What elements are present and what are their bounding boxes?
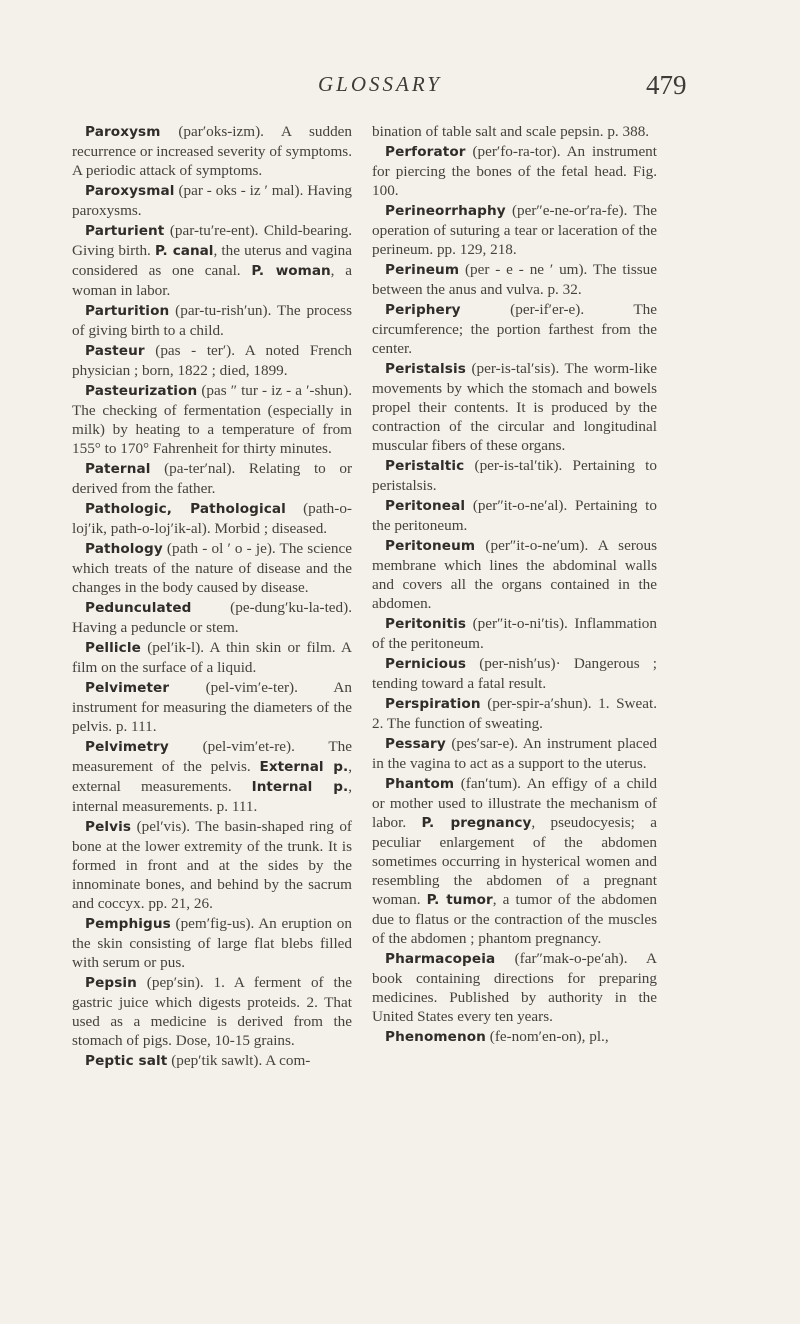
- entry-definition: (per - e - ne ′ um). The tissue between the anus and vulva. p. 32.: [372, 261, 657, 298]
- entry-definition: (fan′tum). An effigy of a child or mother used to illustrate the mechanism of labor.: [372, 775, 657, 831]
- entry-definition: (pas - ter′). A noted French physician ; born, 1822 ; died, 1899.: [72, 342, 352, 379]
- entry-headword: Perineum: [385, 262, 460, 278]
- glossary-entry-pharmacopeia: [372, 949, 657, 1026]
- running-head: GLOSSARY: [318, 72, 442, 96]
- entry-headword: Peritoneal: [385, 498, 466, 514]
- entry-headword: Peritoneum: [385, 538, 476, 554]
- entry-definition: (per′fo-ra-tor). An instrument for piercing the bones of the fetal head. Fig. 100.: [372, 143, 657, 199]
- entry-headword: Pellicle: [85, 640, 141, 656]
- entry-definition: (per-spir-a′shun). 1. Sweat. 2. The function of sweating.: [372, 695, 657, 732]
- entry-definition: (per-is-tal′tik). Pertaining to peristalsis.: [372, 457, 657, 494]
- glossary-entry-peritoneum: [372, 536, 657, 613]
- entry-definition: , external measurements.: [72, 758, 352, 795]
- entry-headword: Peptic salt: [85, 1053, 168, 1069]
- right-column: [372, 122, 657, 1272]
- entry-definition: (per-if′er-e). The circumference; the portion farthest from the center.: [372, 301, 657, 357]
- entry-definition: (pa-ter′nal). Relating to or derived from the father.: [72, 460, 352, 497]
- entry-headword: Pathologic, Pathological: [85, 501, 286, 517]
- entry-headword: Pelvimeter: [85, 680, 170, 696]
- entry-headword: Peritonitis: [385, 616, 467, 632]
- entry-headword: Parturition: [85, 303, 170, 319]
- entry-subterm: External p.: [259, 759, 349, 775]
- glossary-entry-paroxysm: [72, 122, 352, 180]
- glossary-entry-pessary: [372, 734, 657, 773]
- entry-subterm: P. pregnancy: [421, 815, 532, 831]
- entry-headword: Perforator: [385, 144, 466, 160]
- entry-headword: Perineorrhaphy: [385, 203, 506, 219]
- glossary-entry-pedunculated: [72, 598, 352, 637]
- entry-definition: (par-tu′re-ent). Child-bearing. Giving birth.: [72, 222, 352, 259]
- entry-headword: Pasteur: [85, 343, 145, 359]
- entry-headword: Pathology: [85, 541, 163, 557]
- glossary-entry-peritoneal: [372, 496, 657, 535]
- entry-definition: (per″it-o-ne′al). Pertaining to the peritoneum.: [372, 497, 657, 534]
- glossary-entry-paternal: [72, 459, 352, 498]
- entry-headword: Peristaltic: [385, 458, 465, 474]
- left-column: [72, 122, 352, 1272]
- entry-headword: Paroxysm: [85, 124, 161, 140]
- entry-headword: Pharmacopeia: [385, 951, 496, 967]
- glossary-entry-pelvimetry: [72, 737, 352, 816]
- glossary-entry-peptic-salt: [72, 1051, 352, 1071]
- entry-definition: (fe-nom′en-on), pl.,: [485, 1028, 609, 1045]
- entry-definition: (pep′sin). 1. A ferment of the gastric juice which digests proteids. 2. That used as a medicine is derived from the stomach of pigs. Dose, 10-15 grains.: [72, 974, 352, 1049]
- glossary-entry-pathologic: [72, 499, 352, 538]
- entry-definition: bination of table salt and scale pepsin. p. 388.: [372, 123, 650, 140]
- glossary-entry-peritonitis: [372, 614, 657, 653]
- entry-headword: Periphery: [385, 302, 461, 318]
- glossary-entry-pelvimeter: [72, 678, 352, 736]
- entry-definition: (far″mak-o-pe′ah). A book containing directions for preparing medicines. Published by authority in the United States every ten years.: [372, 950, 657, 1025]
- glossary-entry-pasteur: [72, 341, 352, 380]
- glossary-entry-perforator: [372, 142, 657, 200]
- entry-definition: , the uterus and vagina considered as one canal.: [72, 242, 352, 279]
- glossary-entry-perineum: [372, 260, 657, 299]
- entry-subterm: P. canal: [155, 243, 214, 259]
- entry-headword: Paroxysmal: [85, 183, 175, 199]
- glossary-entry-perspiration: [372, 694, 657, 733]
- glossary-entry-pepsin: [72, 973, 352, 1050]
- glossary-entry-parturient: [72, 221, 352, 300]
- entry-headword: Pernicious: [385, 656, 467, 672]
- entry-definition: (path-o-loj′ik, path-o-loj′ik-al). Morbid ; diseased.: [72, 500, 352, 537]
- entry-definition: (pel′vis). The basin-shaped ring of bone at the lower extremity of the trunk. It is formed in front and at the sides by the innominate bones, and behind by the sacrum and coccyx. pp. 21, 26.: [72, 818, 352, 912]
- glossary-entry-parturition: [72, 301, 352, 340]
- entry-definition: (par-tu-rish′un). The process of giving birth to a child.: [72, 302, 352, 339]
- entry-definition: (pel′ik-l). A thin skin or film. A film on the surface of a liquid.: [72, 639, 352, 676]
- entry-definition: (per-nish′us)· Dangerous ; tending toward a fatal result.: [372, 655, 657, 692]
- entry-definition: , a woman in labor.: [72, 262, 352, 299]
- entry-headword: Pemphigus: [85, 916, 171, 932]
- entry-definition: (pel-vim′et-re). The measurement of the pelvis.: [72, 738, 352, 775]
- entry-headword: Phantom: [385, 776, 455, 792]
- entry-headword: Pasteurization: [85, 383, 198, 399]
- entry-definition: (pas ″ tur - iz - a ′-shun). The checking of fermentation (especially in milk) by heating to a temperature of from 155° to 170° Fahrenheit for thirty minutes.: [72, 382, 352, 457]
- glossary-entry-phenomenon: [372, 1027, 657, 1047]
- glossary-entry-pathology: [72, 539, 352, 597]
- entry-definition: (par - oks - iz ′ mal). Having paroxysms.: [72, 182, 352, 219]
- entry-headword: Pelvimetry: [85, 739, 169, 755]
- entry-definition: , internal measurements. p. 111.: [72, 778, 352, 815]
- entry-headword: Paternal: [85, 461, 151, 477]
- glossary-entry-pernicious: [372, 654, 657, 693]
- glossary-entry-peristalsis: [372, 359, 657, 455]
- entry-definition: , pseudocyesis; a peculiar enlargement of the abdomen sometimes occurring in hysterical women and resembling the abdomen of a pregnant woman.: [372, 814, 657, 908]
- entry-headword: Pepsin: [85, 975, 137, 991]
- page-number: 479: [646, 70, 687, 100]
- glossary-entry-pellicle: [72, 638, 352, 677]
- glossary-entry-peptic-salt-cont: [372, 122, 657, 141]
- entry-definition: (per″it-o-ni′tis). Inflammation of the peritoneum.: [372, 615, 657, 652]
- entry-headword: Perspiration: [385, 696, 481, 712]
- glossary-entry-periphery: [372, 300, 657, 358]
- glossary-entry-pasteurization: [72, 381, 352, 458]
- entry-definition: (par′oks-izm). A sudden recurrence or increased severity of symptoms. A periodic attack of symptoms.: [72, 123, 352, 179]
- entry-headword: Peristalsis: [385, 361, 466, 377]
- entry-definition: (pe-dung′ku-la-ted). Having a peduncle or stem.: [72, 599, 352, 636]
- entry-definition: (path - ol ′ o - je). The science which treats of the nature of disease and the changes in the body caused by disease.: [72, 540, 352, 596]
- entry-definition: (per-is-tal′sis). The worm-like movements by which the stomach and bowels propel their contents. It is produced by the contraction of the circular and longitudinal muscular fibers of these organs.: [372, 360, 657, 454]
- entry-headword: Parturient: [85, 223, 165, 239]
- entry-headword: Pessary: [385, 736, 446, 752]
- entry-subterm: P. tumor: [426, 892, 493, 908]
- entry-definition: (pes′sar-e). An instrument placed in the vagina to act as a support to the uterus.: [372, 735, 657, 772]
- entry-headword: Pelvis: [85, 819, 132, 835]
- entry-definition: (pem′fig-us). An eruption on the skin consisting of large flat blebs filled with serum or pus.: [72, 915, 352, 971]
- entry-subterm: Internal p.: [251, 779, 349, 795]
- entry-definition: , a tumor of the abdomen due to flatus or the contraction of the muscles of the abdomen ; phantom pregnancy.: [372, 891, 657, 947]
- entry-headword: Pedunculated: [85, 600, 192, 616]
- entry-definition: (per″it-o-ne′um). A serous membrane which lines the abdominal walls and covers all the organs contained in the abdomen.: [372, 537, 657, 612]
- glossary-entry-paroxysmal: [72, 181, 352, 220]
- entry-definition: (pep′tik sawlt). A com-: [167, 1052, 311, 1069]
- entry-definition: (per″e-ne-or′ra-fe). The operation of suturing a tear or laceration of the perineum. pp. 129, 218.: [372, 202, 657, 258]
- glossary-entry-pelvis: [72, 817, 352, 913]
- glossary-entry-peristaltic: [372, 456, 657, 495]
- glossary-entry-phantom: [372, 774, 657, 948]
- entry-definition: (pel-vim′e-ter). An instrument for measuring the diameters of the pelvis. p. 111.: [72, 679, 352, 735]
- entry-subterm: P. woman: [251, 263, 331, 279]
- glossary-entry-pemphigus: [72, 914, 352, 972]
- entry-headword: Phenomenon: [385, 1029, 486, 1045]
- glossary-entry-perineorrhaphy: [372, 201, 657, 259]
